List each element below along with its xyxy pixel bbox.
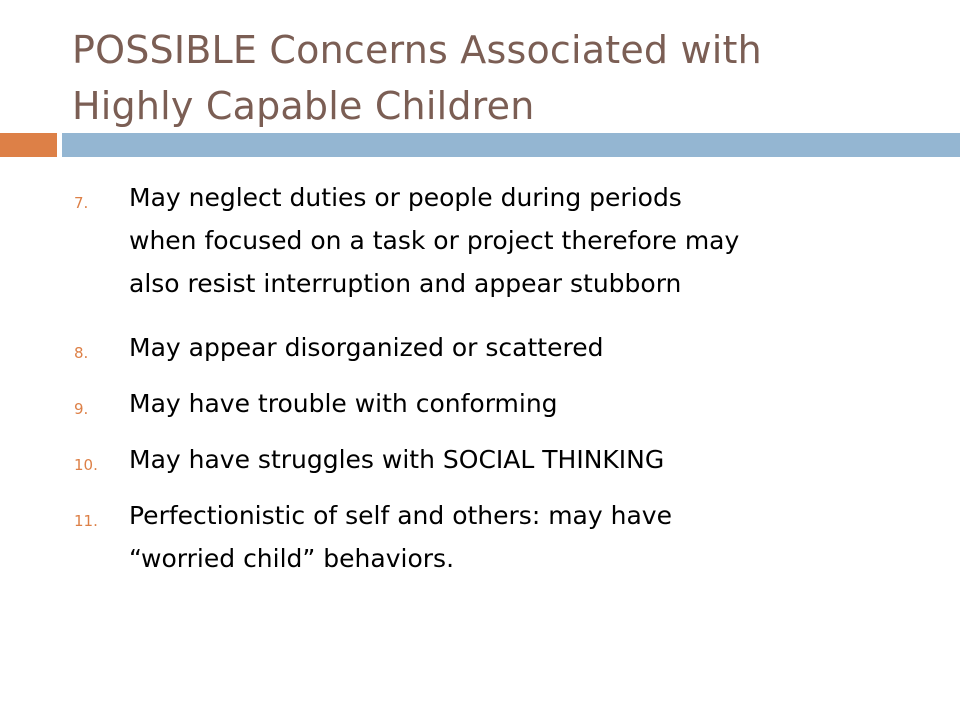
- list-item-line: also resist interruption and appear stubborn: [129, 269, 682, 298]
- list-item-text: [129, 382, 889, 425]
- list-item-text: [129, 438, 889, 481]
- list-item-line: May have trouble with conforming: [129, 389, 558, 418]
- list-item-number: 9.: [74, 400, 89, 418]
- list-item-line: Perfectionistic of self and others: may have: [129, 501, 672, 530]
- list-item-number: 10.: [74, 456, 98, 474]
- list-item-text: [129, 326, 889, 369]
- list-item-line: “worried child” behaviors.: [129, 544, 455, 573]
- accent-bar: [0, 133, 57, 157]
- slide-title-line-2: Highly Capable Children: [72, 84, 535, 128]
- slide-title: [72, 22, 932, 134]
- title-divider-band: [62, 133, 960, 157]
- list-item-line: May appear disorganized or scattered: [129, 333, 604, 362]
- list-item-text: [129, 176, 889, 305]
- list-item-text: [129, 494, 889, 580]
- list-item-number: 8.: [74, 344, 89, 362]
- list-item-number: 11.: [74, 512, 98, 530]
- list-item-line: May have struggles with SOCIAL THINKING: [129, 445, 665, 474]
- slide-title-line-1: POSSIBLE Concerns Associated with: [72, 28, 762, 72]
- list-item-line: May neglect duties or people during periods: [129, 183, 682, 212]
- list-item-number: 7.: [74, 194, 89, 212]
- list-item-line: when focused on a task or project therefore may: [129, 226, 740, 255]
